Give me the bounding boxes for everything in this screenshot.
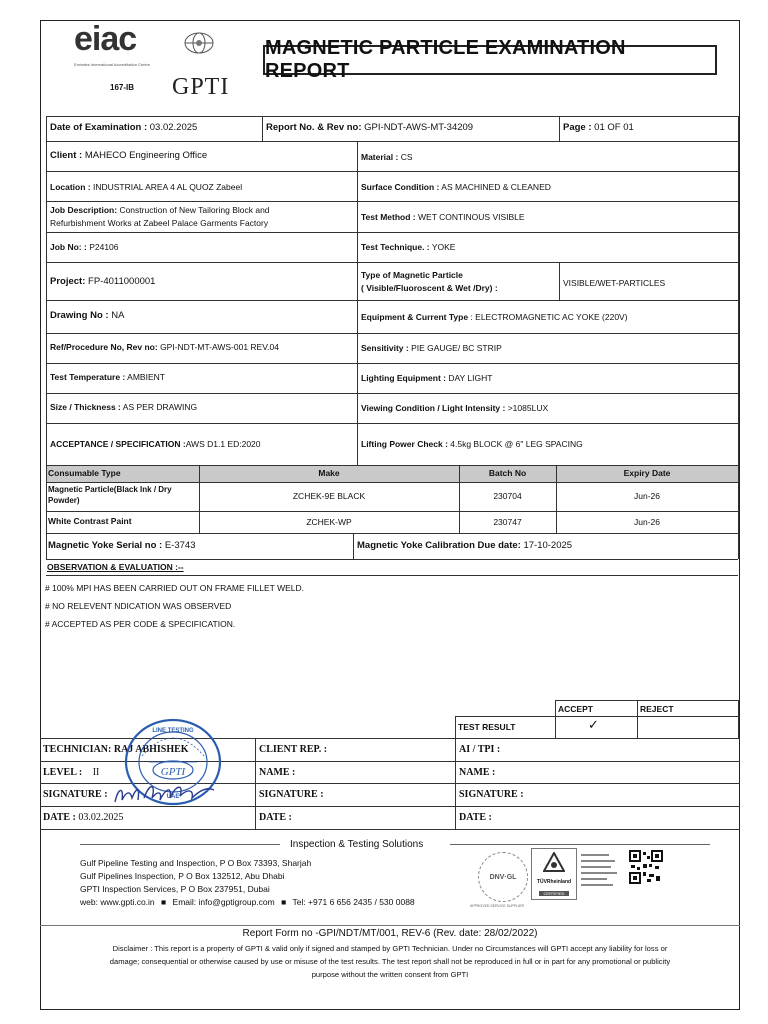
surface-condition: Surface Condition : AS MACHINED & CLEANED bbox=[361, 182, 551, 192]
svg-text:GPTI: GPTI bbox=[160, 766, 186, 778]
table-row-1-batch: 230704 bbox=[493, 491, 522, 501]
table-row-1-make: ZCHEK-9E BLACK bbox=[292, 491, 366, 501]
footer-address-2: Gulf Pipelines Inspection, P O Box 132512, Abu Dhabi bbox=[80, 871, 285, 881]
svg-text:LINE TESTING: LINE TESTING bbox=[152, 728, 194, 734]
level: LEVEL : II bbox=[43, 767, 100, 778]
ai-signature-label: SIGNATURE : bbox=[459, 789, 524, 800]
table-row-2-type: White Contrast Paint bbox=[48, 516, 132, 526]
technician-signature-icon bbox=[110, 778, 220, 808]
gpti-brand: GPTI bbox=[172, 74, 230, 100]
page-number: Page : 01 OF 01 bbox=[563, 122, 634, 133]
lifting-power-check: Lifting Power Check : 4.5kg BLOCK @ 6" LEG SPACING bbox=[361, 439, 583, 449]
ai-name-label: NAME : bbox=[459, 767, 496, 778]
observation-line-3: # ACCEPTED AS PER CODE & SPECIFICATION. bbox=[45, 619, 236, 629]
disclaimer-line-1: Disclaimer : This report is a property of GPTI & valid only if signed and stamped by GPTI Technician. Under no Circumstances will GPTI accept any liability for loss or bbox=[112, 944, 668, 953]
observation-line-2: # NO RELEVENT NDICATION WAS OBSERVED bbox=[45, 601, 232, 611]
col-make: Make bbox=[318, 468, 340, 478]
reject-label: REJECT bbox=[640, 704, 674, 714]
tuv-rheinland-logo bbox=[531, 848, 577, 900]
footer-address-3: GPTI Inspection Services, P O Box 237951, Dubai bbox=[80, 884, 270, 894]
eiac-logo-text: eiac bbox=[74, 20, 137, 58]
ai-tpi-label: AI / TPI : bbox=[459, 744, 501, 755]
technician-date: DATE : 03.02.2025 bbox=[43, 812, 124, 823]
dnv-gl-subtitle: APPROVED SERVICE SUPPLIER bbox=[470, 904, 525, 908]
globe-icon bbox=[182, 28, 216, 58]
test-temperature: Test Temperature : AMBIENT bbox=[50, 372, 165, 382]
procedure-no: Ref/Procedure No, Rev no: GPI-NDT-MT-AWS-001 REV.04 bbox=[50, 342, 279, 352]
yoke-serial: Magnetic Yoke Serial no : E-3743 bbox=[48, 540, 196, 551]
footer-heading: Inspection & Testing Solutions bbox=[290, 839, 424, 850]
drawing-no: Drawing No : NA bbox=[50, 310, 125, 321]
table-row-2-make: ZCHEK-WP bbox=[306, 517, 352, 527]
tuv-rheinland-text: TÜVRheinland bbox=[536, 878, 572, 885]
dnv-gl-logo bbox=[478, 852, 528, 902]
particle-type-label: Type of Magnetic Particle ( Visible/Fluoroscent & Wet /Dry) : bbox=[361, 270, 498, 293]
test-method: Test Method : WET CONTINOUS VISIBLE bbox=[361, 212, 525, 222]
material: Material : CS bbox=[361, 152, 413, 162]
acceptance-spec: ACCEPTANCE / SPECIFICATION :AWS D1.1 ED:2020 bbox=[50, 439, 261, 449]
accept-label: ACCEPT bbox=[558, 704, 593, 714]
report-title-box bbox=[263, 37, 717, 82]
date-of-exam: Date of Examination : 03.02.2025 bbox=[50, 122, 198, 133]
tuv-rheinland-sub: CERTIFIED bbox=[539, 891, 568, 896]
table-row-1-type: Magnetic Particle(Black Ink / Dry Powder) bbox=[48, 485, 172, 505]
col-batch-no: Batch No bbox=[488, 468, 527, 478]
qr-code-icon bbox=[629, 850, 663, 884]
client-date-label: DATE : bbox=[259, 812, 292, 823]
report-form-no: Report Form no -GPI/NDT/MT/001, REV-6 (Rev. date: 28/02/2022) bbox=[242, 928, 538, 939]
footer-email[interactable]: Email: info@gptigroup.com bbox=[172, 897, 275, 907]
disclaimer-line-2: damage; consequential or otherwise caused by use or misuse of the test results. The test report shall not be reproduced in full or in part for any promotional or publicity bbox=[109, 957, 671, 966]
dnv-gl-text: DNV·GL bbox=[489, 873, 517, 881]
test-result-label: TEST RESULT bbox=[458, 722, 516, 732]
table-row-1-expiry: Jun-26 bbox=[634, 491, 660, 501]
observation-line-1: # 100% MPI HAS BEEN CARRIED OUT ON FRAME FILLET WELD. bbox=[45, 583, 304, 593]
test-technique: Test Technique. : YOKE bbox=[361, 242, 456, 252]
svg-text:UAE: UAE bbox=[166, 794, 180, 800]
accept-checkmark: ✓ bbox=[588, 717, 599, 732]
size-thickness: Size / Thickness : AS PER DRAWING bbox=[50, 402, 198, 412]
viewing-condition: Viewing Condition / Light Intensity : >1085LUX bbox=[361, 403, 549, 413]
disclaimer-line-3: purpose without the written consent from GPTI bbox=[311, 970, 469, 979]
client-signature-label: SIGNATURE : bbox=[259, 789, 324, 800]
ai-date-label: DATE : bbox=[459, 812, 492, 823]
footer-web[interactable]: web: www.gpti.co.in bbox=[80, 897, 155, 907]
management-system-box bbox=[581, 850, 625, 900]
footer-address-1: Gulf Pipeline Testing and Inspection, P O Box 73393, Sharjah bbox=[80, 858, 312, 868]
sensitivity: Sensitivity : PIE GAUGE/ BC STRIP bbox=[361, 343, 502, 353]
col-expiry-date: Expiry Date bbox=[623, 468, 671, 478]
report-title: MAGNETIC PARTICLE EXAMINATION REPORT bbox=[265, 37, 626, 82]
location: Location : INDUSTRIAL AREA 4 AL QUOZ Zabeel bbox=[50, 182, 243, 192]
project: Project: FP-4011000001 bbox=[50, 276, 156, 287]
accreditation-no: 167-IB bbox=[110, 83, 135, 92]
report-number: Report No. & Rev no: GPI-NDT-AWS-MT-34209 bbox=[266, 122, 474, 133]
footer-contact: web: www.gpti.co.in ■ Email: info@gptigroup.com ■ Tel: +971 6 656 2435 / 530 0088 bbox=[80, 897, 415, 907]
technician-signature-label: SIGNATURE : bbox=[43, 789, 108, 800]
observation-heading: OBSERVATION & EVALUATION :-- bbox=[47, 562, 184, 572]
col-consumable-type: Consumable Type bbox=[48, 468, 121, 478]
table-row-2-expiry: Jun-26 bbox=[634, 517, 660, 527]
client-name-label: NAME : bbox=[259, 767, 296, 778]
particle-type-value: VISIBLE/WET-PARTICLES bbox=[563, 278, 666, 288]
client-rep-label: CLIENT REP. : bbox=[259, 744, 328, 755]
eiac-logo-subtitle: Emirates International Accreditation Centre bbox=[74, 62, 151, 67]
job-no: Job No: : P24106 bbox=[50, 242, 119, 252]
equipment-current-type: Equipment & Current Type : ELECTROMAGNETIC AC YOKE (220V) bbox=[361, 312, 628, 322]
footer-tel: Tel: +971 6 656 2435 / 530 0088 bbox=[292, 897, 415, 907]
yoke-calibration: Magnetic Yoke Calibration Due date: 17-10-2025 bbox=[357, 540, 573, 551]
lighting-equipment: Lighting Equipment : DAY LIGHT bbox=[361, 373, 493, 383]
tuv-triangle-icon bbox=[543, 852, 565, 872]
technician: TECHNICIAN: RAJ ABHISHEK bbox=[43, 744, 189, 755]
table-row-2-batch: 230747 bbox=[493, 517, 522, 527]
client: Client : MAHECO Engineering Office bbox=[50, 150, 208, 161]
job-description: Job Description: Construction of New Tailoring Block and Refurbishment Works at Zabeel Palace Garments Factory bbox=[50, 205, 270, 228]
